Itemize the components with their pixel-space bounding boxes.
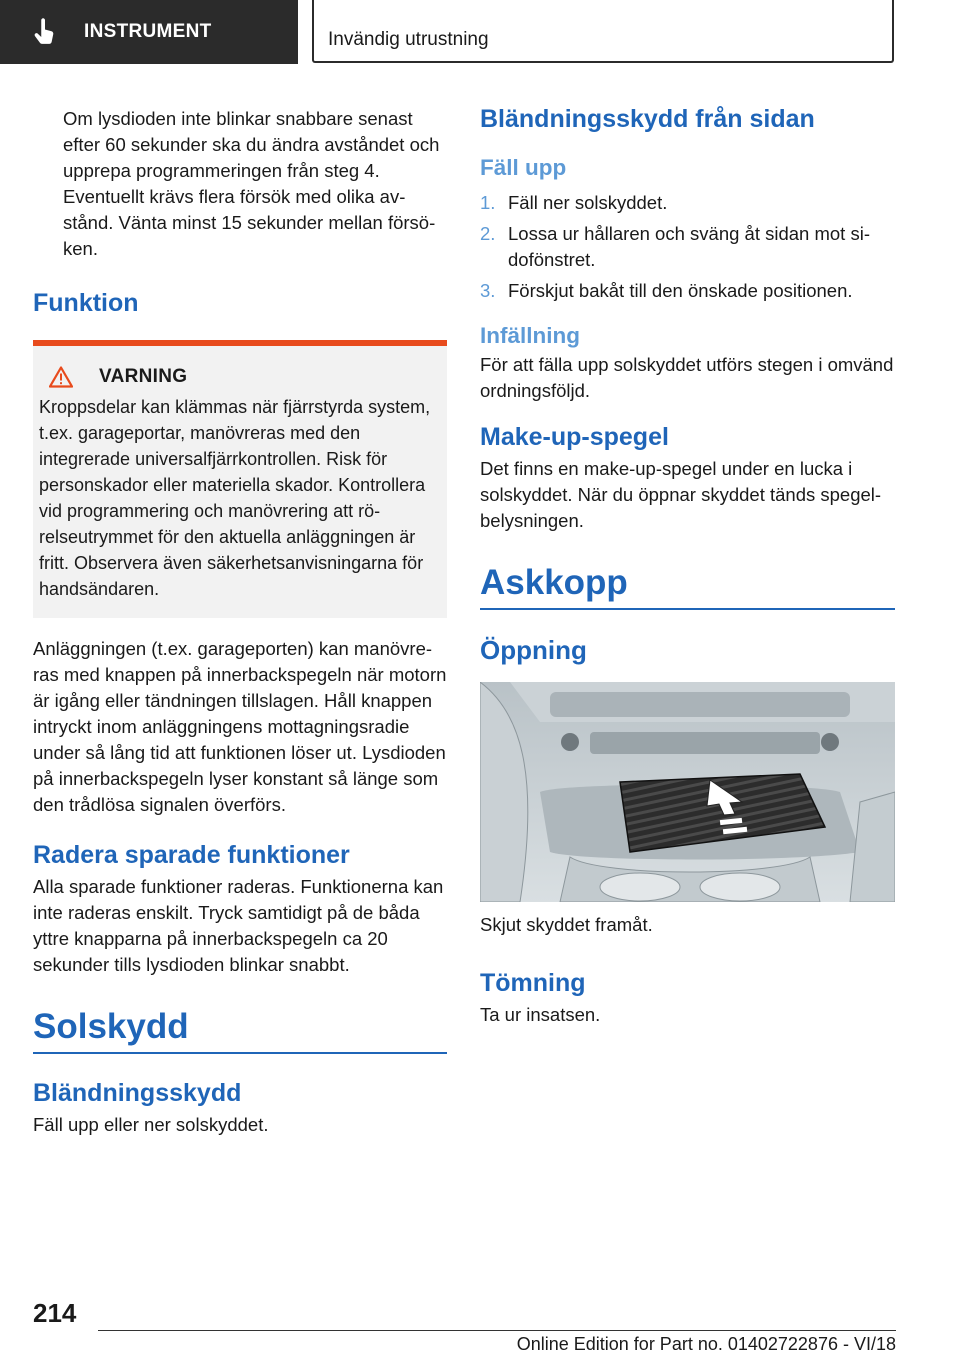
warning-title (39, 366, 441, 388)
radera-paragraph: Alla sparade funktioner raderas. Funktionerna kan inte raderas enskilt. Tryck samtidigt på de båda yttre knapparna på innerbackspegeln ca 20 sekunder tills lysdioden blinkar snabbt. (33, 876, 444, 975)
page-number: 214 (33, 1298, 77, 1328)
solskydd-heading: Solskydd (33, 1007, 189, 1046)
funktion-paragraph: Anläggningen (t.ex. garageporten) kan manövreras med knappen på innerbackspegeln när motorn är igång eller tändningen tillslagen. Håll knappen intryckt inom anläggningens mottagningsradie under så lång tid att funktionen löser ut. Lysdioden på innerbackspegeln lyser konstant så länge som den trådlösa signalen överförs. (33, 638, 447, 815)
infallning-heading: Infällning (480, 323, 580, 348)
makeup-heading: Make-up-spegel (480, 423, 669, 451)
warning-triangle-icon (49, 366, 73, 388)
blandningsskydd-paragraph: Fäll upp eller ner solskyddet. (33, 1114, 269, 1135)
warning-label: VARNING (99, 366, 188, 387)
askkopp-rule (480, 608, 895, 610)
left-column (33, 96, 447, 1138)
footer-rule (98, 1330, 896, 1331)
step-text: Fäll ner solskyddet. (508, 192, 668, 213)
oppning-heading: Öppning (480, 635, 587, 665)
steps-list (480, 190, 895, 304)
right-column (480, 96, 895, 1028)
intro-paragraph: Om lysdioden inte blinkar snabbare senast efter 60 sekunder ska du ändra avståndet och upprepa programmeringen från steg 4. Eventuellt krävs flera försök med olika avstånd. Vänta minst 15 sekunder mellan försöken. (63, 108, 440, 259)
tomning-paragraph: Ta ur insatsen. (480, 1004, 601, 1025)
step-text: Förskjut bakåt till den önskade positionen. (508, 280, 853, 301)
step-number: 1. (480, 192, 496, 213)
list-item (480, 221, 895, 273)
chapter-tab (312, 0, 894, 63)
radera-heading: Radera sparade funktioner (33, 841, 350, 869)
warning-text: Kroppsdelar kan klämmas när fjärrstyrda system, t.ex. garageportar, manövreras med den integrerade universalfjärrkontrollen. Risk för personskador eller materiella skador. Kontrollera vid programmering och manövrering att rörelseutrymmet för den aktuella anläggningen är fritt. Observera även säkerhetsanvisningarna för handsändaren. (39, 397, 431, 599)
section-title: INSTRUMENT (84, 21, 212, 42)
fall-upp-heading: Fäll upp (480, 155, 567, 180)
blandningsskydd-heading: Bländningsskydd (33, 1079, 242, 1107)
tomning-heading: Tömning (480, 969, 586, 997)
photo-caption: Skjut skyddet framåt. (480, 914, 653, 935)
step-number: 3. (480, 280, 496, 301)
step-text: Lossa ur hållaren och sväng åt sidan mot sidofönstret. (508, 223, 870, 270)
sidan-heading: Bländningsskydd från sidan (480, 105, 815, 133)
list-item (480, 190, 895, 216)
funktion-heading: Funktion (33, 289, 139, 317)
solskydd-rule (33, 1052, 447, 1054)
chapter-title: Invändig utrustning (328, 29, 489, 50)
step-number: 2. (480, 223, 496, 244)
ashtray-illustration (480, 682, 895, 902)
askkopp-heading: Askkopp (480, 563, 628, 602)
section-tab (0, 0, 298, 64)
makeup-paragraph: Det finns en make-up-spegel under en lucka i solskyddet. När du öppnar skyddet tänds spegelbelysningen. (480, 458, 882, 531)
edition-note: Online Edition for Part no. 01402722876 - VI/18 (516, 1334, 896, 1354)
warning-box (33, 340, 447, 618)
hand-pointer-icon (30, 17, 60, 47)
list-item (480, 278, 895, 304)
infallning-paragraph: För att fälla upp solskyddet utförs stegen i omvänd ordningsföljd. (480, 354, 894, 401)
